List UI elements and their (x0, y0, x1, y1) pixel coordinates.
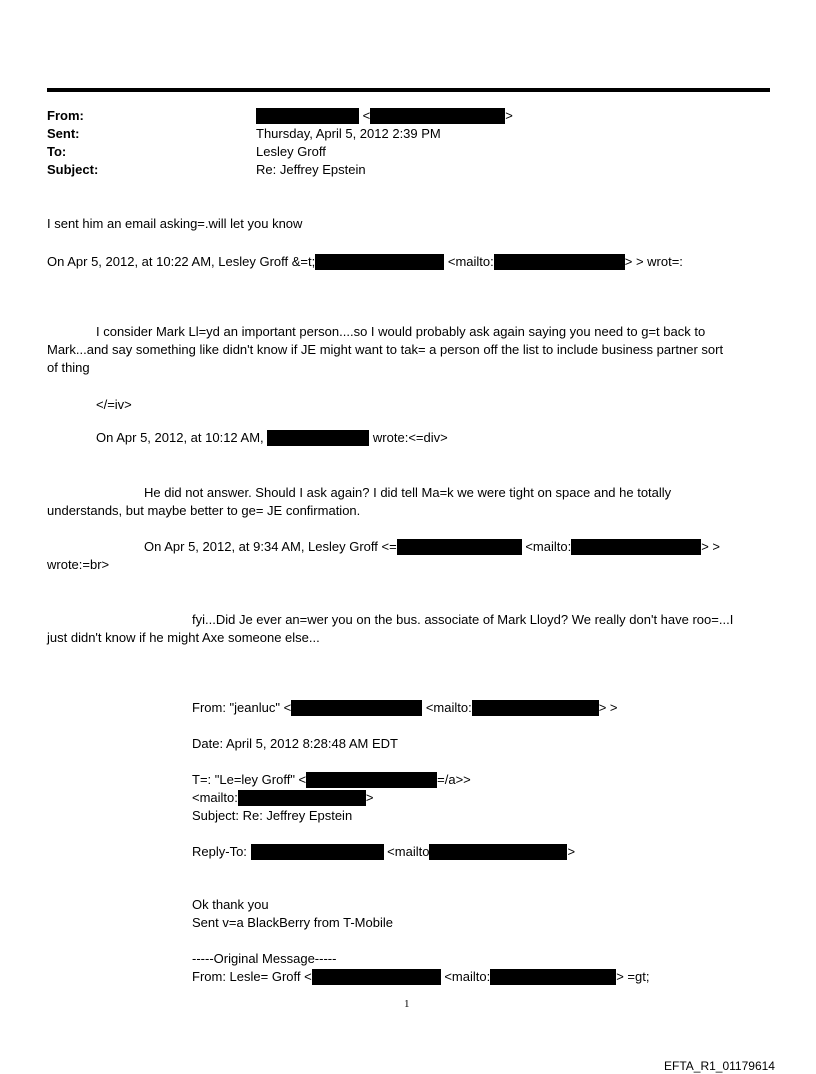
from-gt: > (505, 108, 513, 123)
from-lt: < (362, 108, 371, 123)
redaction-box (494, 254, 625, 270)
fwd-subject: Subject: Re: Jeffrey Epstein (192, 808, 353, 823)
fwd-date: Date: April 5, 2012 8:28:48 AM EDT (192, 736, 398, 751)
fwd-ok: Ok thank you (192, 897, 269, 912)
quote-header-2-post: wrote:<=div> (372, 430, 448, 445)
quote-header-1 (47, 254, 683, 270)
fwd-orig-from (192, 969, 649, 985)
fwd-reply-to (192, 844, 575, 860)
page-number: 1 (404, 998, 410, 1010)
fwd-orig-from-pre: From: Lesle= Groff < (192, 969, 312, 984)
from-label: From: (47, 108, 84, 123)
subject-label: Subject: (47, 162, 99, 177)
sent-label: Sent: (47, 126, 80, 141)
fwd-from (192, 700, 618, 716)
redaction-box (490, 969, 616, 985)
to-value: Lesley Groff (256, 144, 326, 159)
fwd-to-pre: T=: "Le=ley Groff" < (192, 772, 307, 787)
body-line-1: I sent him an email asking=.will let you know (47, 216, 303, 231)
para-2-line-1: He did not answer. Should I ask again? I did tell Ma=k we were tight on space and he totally (144, 485, 672, 500)
fwd-orig-from-mailto: <mailto: (444, 969, 491, 984)
redaction-box (291, 700, 422, 716)
fwd-to-mailto-post: > (365, 790, 374, 805)
fwd-from-post: > > (598, 700, 618, 715)
quote-header-1-pre: On Apr 5, 2012, at 10:22 AM, Lesley Groff &=t; (47, 254, 316, 269)
fwd-to (192, 772, 471, 788)
quote-header-3-mailto: <mailto: (525, 539, 572, 554)
redaction-box (429, 844, 567, 860)
redaction-box (251, 844, 384, 860)
quote-header-3-line-2: wrote:=br> (47, 557, 110, 572)
div-close-tag: </=iv> (96, 397, 132, 412)
redaction-box (397, 539, 522, 555)
quote-header-1-mailto: <mailto: (447, 254, 494, 269)
subject-value: Re: Jeffrey Epstein (256, 162, 366, 177)
bates-number: EFTA_R1_01179614 (664, 1059, 775, 1073)
quote-header-2 (96, 430, 448, 446)
fwd-to-post: =/a>> (437, 772, 471, 787)
redaction-box (306, 772, 437, 788)
para-3-line-2: just didn't know if he might Axe someone else... (47, 630, 320, 645)
to-label: To: (47, 144, 67, 159)
redaction-box (238, 790, 366, 806)
fwd-from-mailto: <mailto: (425, 700, 472, 715)
para-2-line-2: understands, but maybe better to ge= JE confirmation. (47, 503, 361, 518)
sent-value: Thursday, April 5, 2012 2:39 PM (256, 126, 441, 141)
redaction-box (472, 700, 599, 716)
fwd-orig-from-post: > =gt; (616, 969, 650, 984)
fwd-reply-to-pre: Reply-To: (192, 844, 247, 859)
quote-header-3 (144, 539, 720, 555)
fwd-original-message: -----Original Message----- (192, 951, 337, 966)
redaction-box (571, 539, 701, 555)
para-1-line-3: of thing (47, 360, 90, 375)
quote-header-1-post: > > wrot=: (624, 254, 683, 269)
fwd-sent-via: Sent v=a BlackBerry from T-Mobile (192, 915, 393, 930)
redaction-box (370, 108, 505, 124)
header-rule (47, 88, 770, 92)
fwd-reply-to-post: > (567, 844, 576, 859)
quote-header-2-pre: On Apr 5, 2012, at 10:12 AM, (96, 430, 264, 445)
fwd-to-mailto-line (192, 790, 373, 806)
para-3-line-1: fyi...Did Je ever an=wer you on the bus. associate of Mark Lloyd? We really don't have roo=...I (192, 612, 734, 627)
para-1-line-2: Mark...and say something like didn't know if JE might want to tak= a person off the list to include business partner sort (47, 342, 724, 357)
redaction-box (315, 254, 444, 270)
from-value (256, 108, 513, 124)
quote-header-3-post: > > (701, 539, 721, 554)
fwd-from-pre: From: "jeanluc" < (192, 700, 292, 715)
redaction-box (312, 969, 441, 985)
redaction-box (267, 430, 369, 446)
redaction-box (256, 108, 359, 124)
fwd-to-mailto: <mailto: (192, 790, 238, 805)
quote-header-3-pre: On Apr 5, 2012, at 9:34 AM, Lesley Groff <= (144, 539, 397, 554)
para-1-line-1: I consider Mark Ll=yd an important person....so I would probably ask again saying you need to g=t back to (96, 324, 706, 339)
fwd-reply-to-mailto: <mailto (387, 844, 430, 859)
